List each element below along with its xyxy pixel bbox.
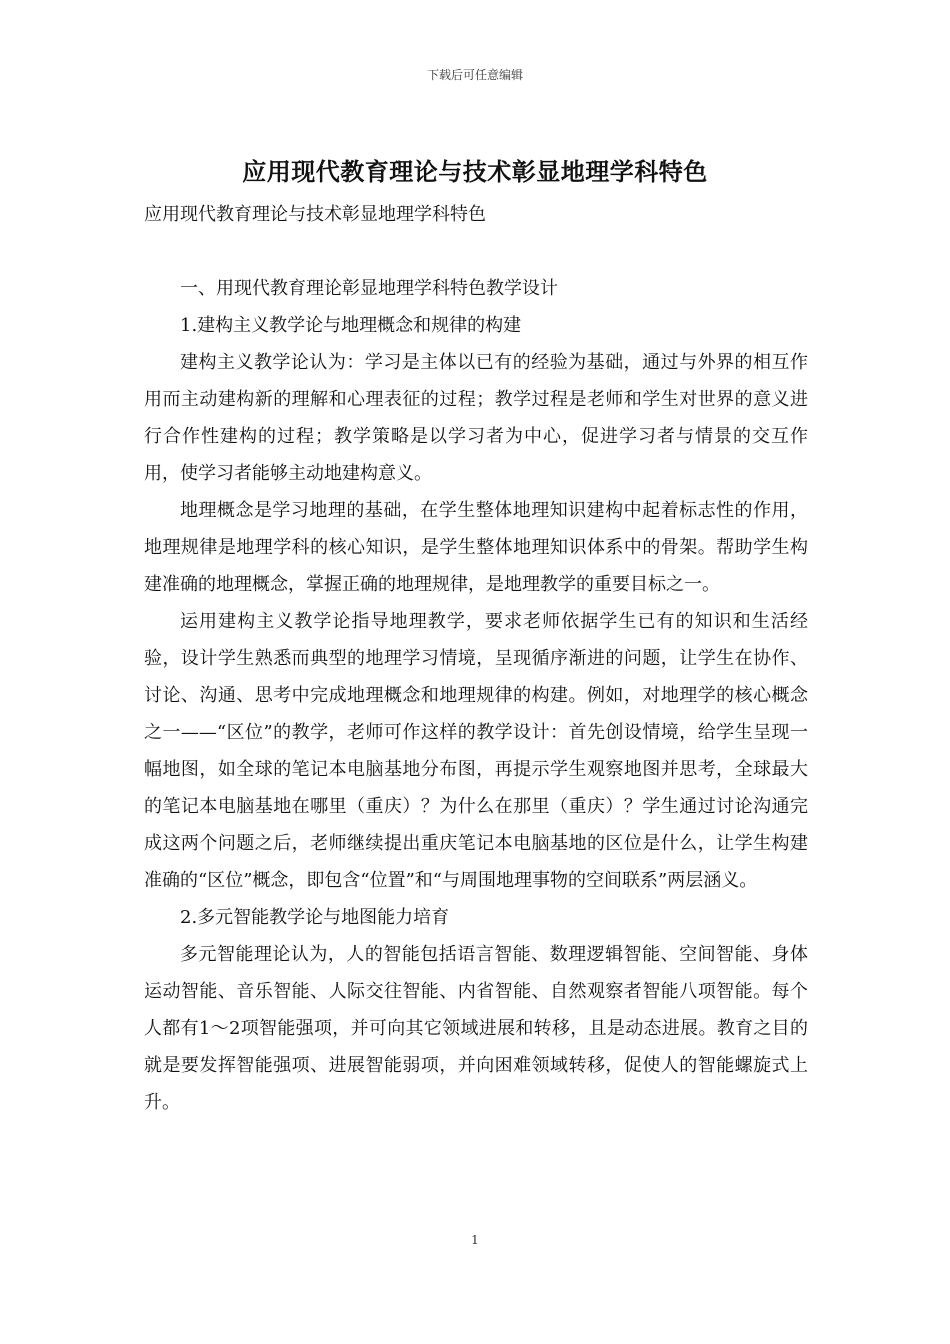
page-header-note: 下载后可任意编辑 <box>426 68 523 82</box>
page-number: 1 <box>471 1233 479 1247</box>
subsection-heading: 2.多元智能教学论与地图能力培育 <box>180 907 450 928</box>
body-paragraph: 多元智能理论认为，人的智能包括语言智能、数理逻辑智能、空间智能、身体运动智能、音乐智能、人际交往智能、内省智能、自然观察者智能八项智能。每个人都有1～2项智能强项，并可向其它领域进展和转移，且是动态进展。教育之目的就是要发挥智能强项、进展智能弱项，并向困难领域转移，促使人的智能螺旋式上升。 <box>144 944 808 1113</box>
document-body <box>144 270 808 1121</box>
document-title: 应用现代教育理论与技术彰显地理学科特色 <box>242 157 708 186</box>
subsection-heading: 1.建构主义教学论与地理概念和规律的构建 <box>180 315 522 336</box>
body-paragraph: 建构主义教学论认为：学习是主体以已有的经验为基础，通过与外界的相互作用而主动建构新的理解和心理表征的过程；教学过程是老师和学生对世界的意义进行合作性建构的过程；教学策略是以学习者为中心，促进学习者与情景的交互作用，使学习者能够主动地建构意义。 <box>144 352 808 484</box>
section-heading: 一、用现代教育理论彰显地理学科特色教学设计 <box>180 278 558 299</box>
body-paragraph: 地理概念是学习地理的基础，在学生整体地理知识建构中起着标志性的作用，地理规律是地理学科的核心知识，是学生整体地理知识体系中的骨架。帮助学生构建准确的地理概念，掌握正确的地理规律，是地理教学的重要目标之一。 <box>144 500 808 595</box>
body-paragraph: 运用建构主义教学论指导地理教学，要求老师依据学生已有的知识和生活经验，设计学生熟悉而典型的地理学习情境，呈现循序渐进的问题，让学生在协作、讨论、沟通、思考中完成地理概念和地理规律的构建。例如，对地理学的核心概念之一——“区位”的教学，老师可作这样的教学设计：首先创设情境，给学生呈现一幅地图，如全球的笔记本电脑基地分布图，再提示学生观察地图并思考，全球最大的笔记本电脑基地在哪里（重庆）？为什么在那里（重庆）？学生通过讨论沟通完成这两个问题之后，老师继续提出重庆笔记本电脑基地的区位是什么，让学生构建准确的“区位”概念，即包含“位置”和“与周围地理事物的空间联系”两层涵义。 <box>144 611 808 891</box>
document-subtitle: 应用现代教育理论与技术彰显地理学科特色 <box>144 204 486 225</box>
